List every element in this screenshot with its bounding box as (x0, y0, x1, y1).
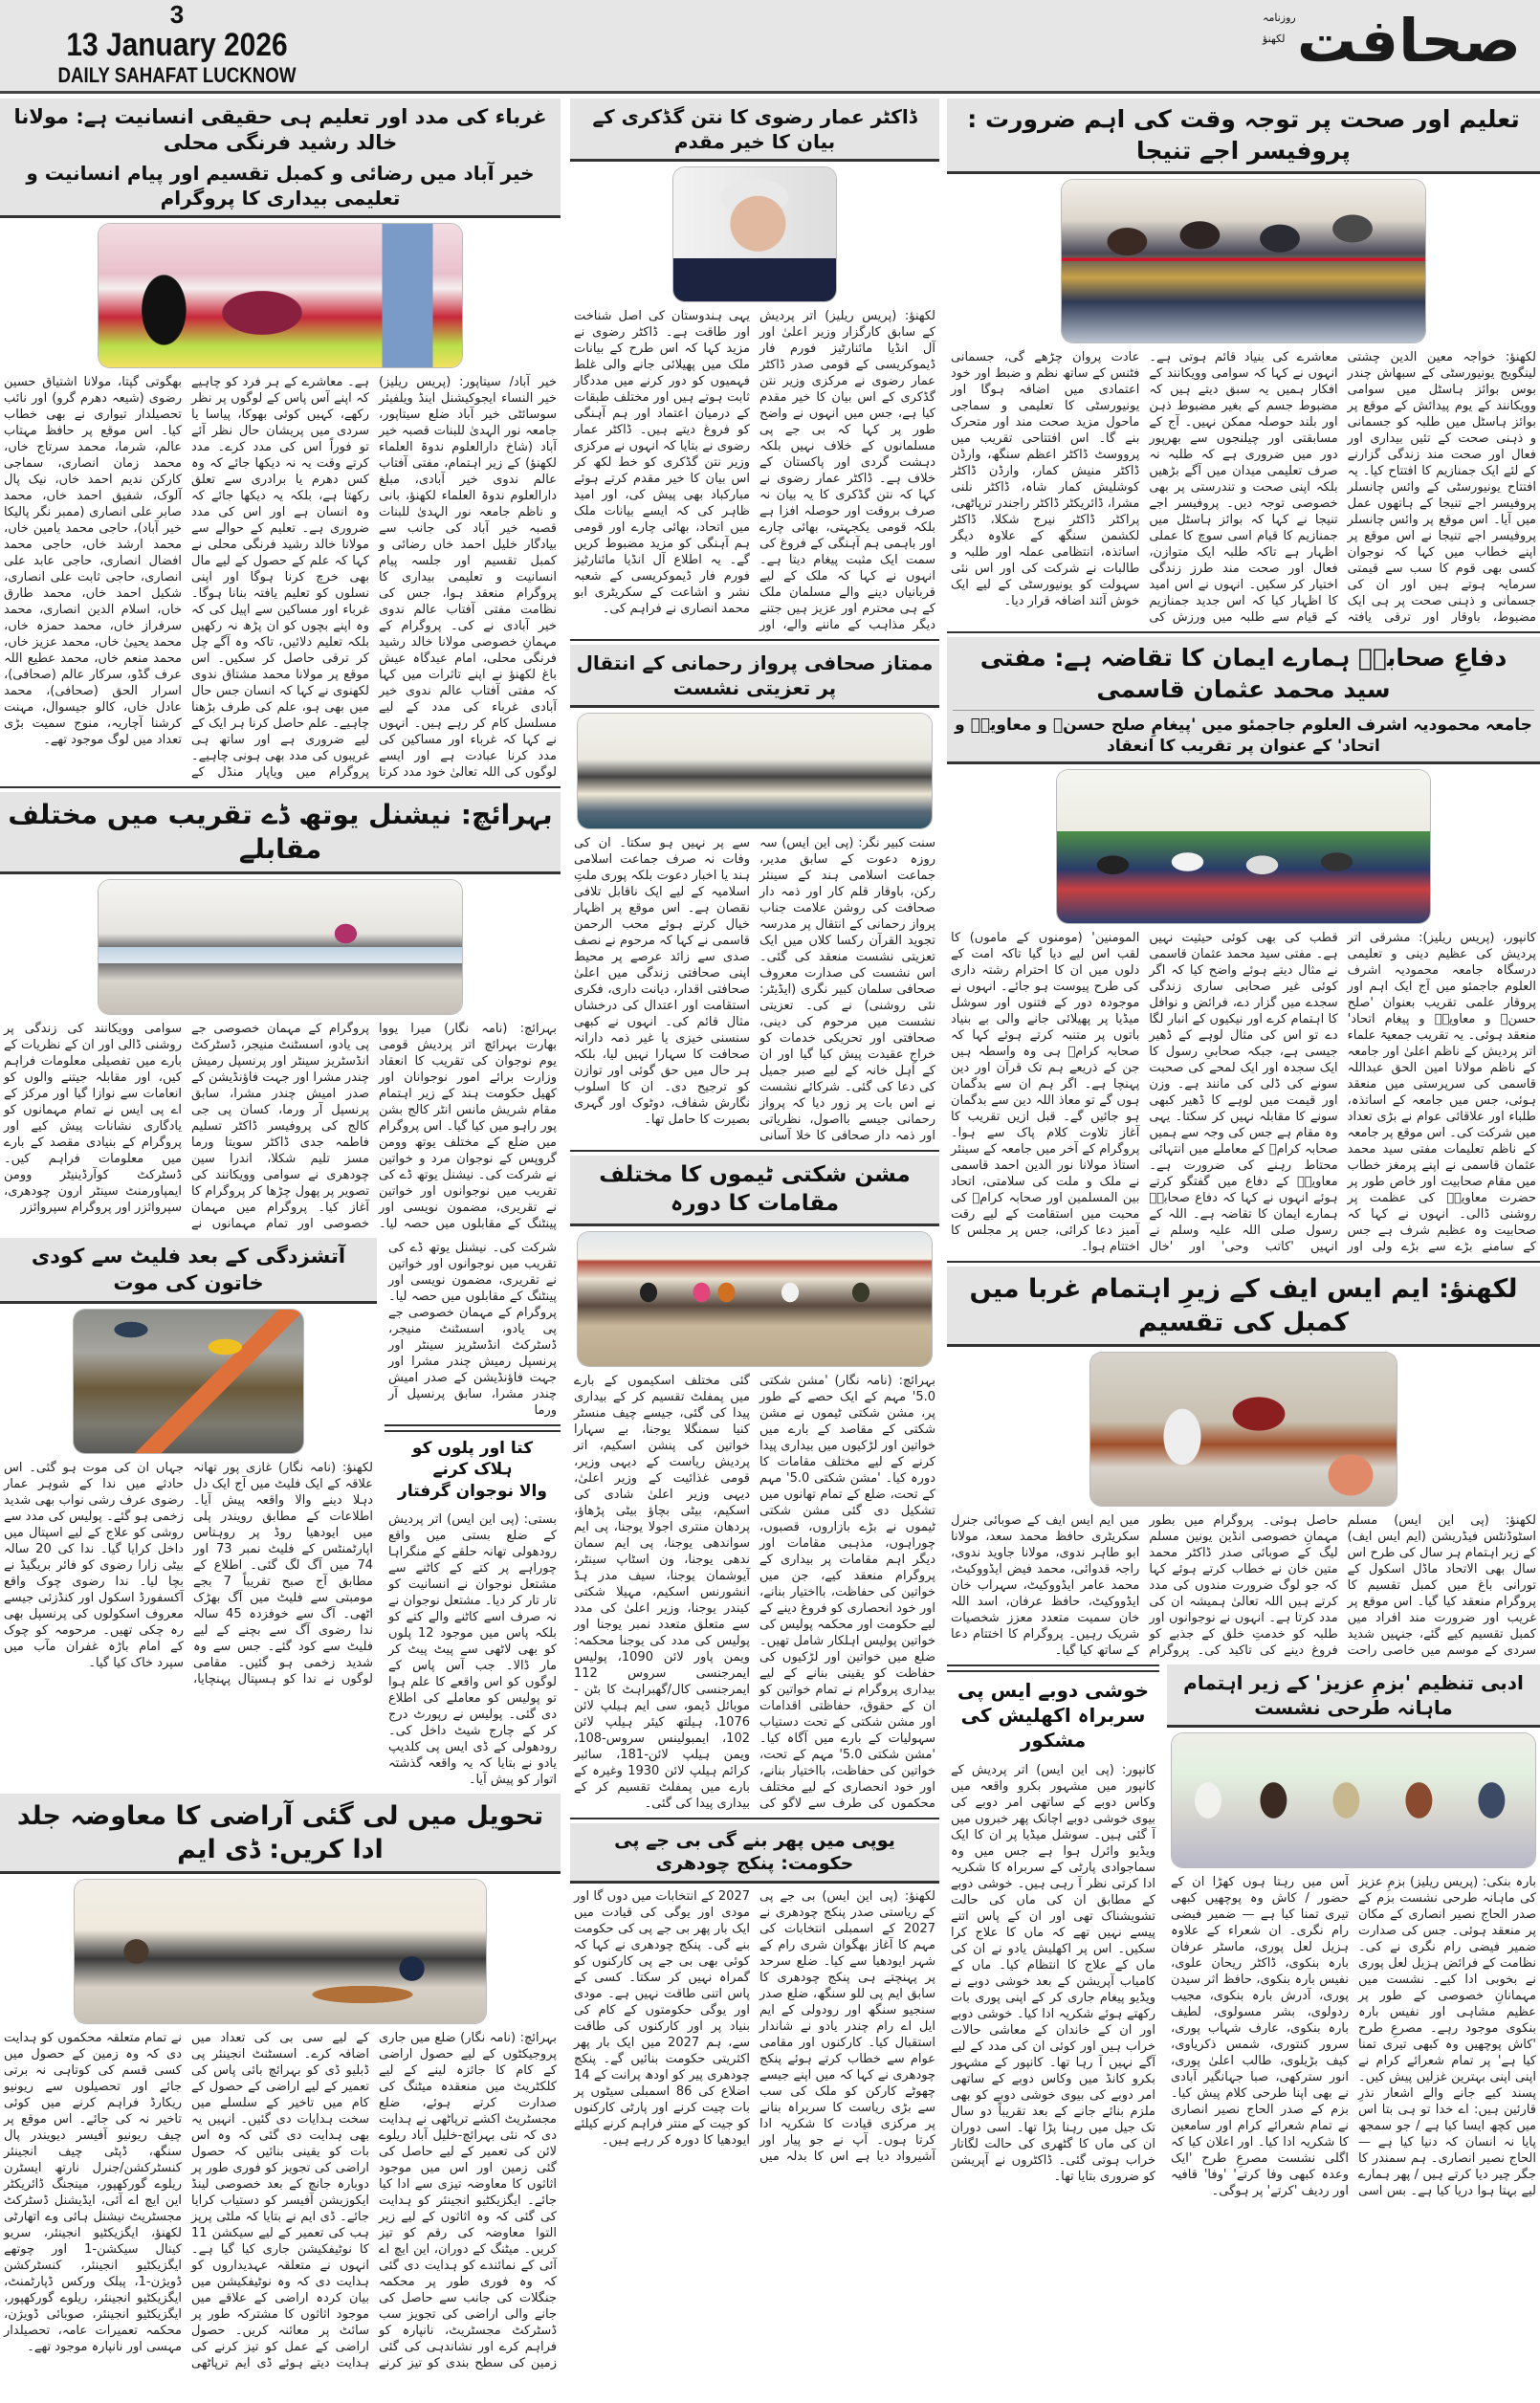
article-headline (947, 637, 1540, 764)
article-body: شرکت کی۔ نیشنل یوتھ ڈے کی تقریب میں نوجوانوں اور خواتین نے تقریری، مضمون نویسی اور پینٹنگ کے مقابلوں میں حصہ لیا۔ پروگرام کے مہمان خصوصی جے پی یادو، اسسٹنٹ منیجر، ڈسٹرکٹ انڈسٹریز سینٹر اور پرنسپل رمیش چندر مشرا اور جہت فاؤنڈیشن کے صدر امیش چندر مشرا، سابق پرنسپل آر ورما (388, 1241, 557, 1419)
edition-name: DAILY SAHAFAT LUCKNOW (57, 63, 297, 87)
article-headline (0, 792, 561, 875)
photo-youth-day-event (99, 880, 462, 1014)
article-body: کانپور، (پریس ریلیز): مشرقی اتر پردیش کی عظیم دینی و تعلیمی درسگاہ جامعہ محمودیہ اشرف العلوم جاجمئو میں آج ایک اہم اور پروقار علمی تقریب بعنوان 'صلح حسنؓ و معاویہؓ و پیغام اتحاد' منعقد ہوئی۔ یہ تقریب جمعیۃ علماء اتر پردیش کے ناظم اعلیٰ اور جامعہ کے ناظم مولانا امین الحق عبداللہ قاسمی کی سرپرستی میں منعقد ہوئی، جس میں جامعہ کے اساتذہ، طلباء اور علاقائی عوام نے بڑی تعداد میں شرکت کی۔ اس موقع پر جامعہ کے ناظم تعلیمات مفتی سید محمد عثمان قاسمی نے اپنے پرمغز خطاب میں مقام صحابیت اور خاص طور پر حضرت معاویہؓ کی عظمت پر روشنی ڈالی۔ انہوں نے کہا کہ صحابیت وہ عظیم شرف ہے جس کے سامنے بڑے سے بڑے ولی اور قطب کی بھی کوئی حیثیت نہیں ہے۔ مفتی سید محمد عثمان قاسمی نے مثال دیتے ہوئے واضح کیا کہ اگر کوئی غیر صحابی ساری زندگی سجدے میں گزار دے، فرائض و نوافل کا اہتمام کرے اور نیکیوں کے انبار لگا دے تو اس کی مثال لوہے کے ڈھیر جیسی ہے، جبکہ صحابیِ رسول کا ایک سجدہ اور ایک لمحے کی صحبت سونے کی ڈلی کی مانند ہے۔ وزن اور قیمت میں لوہے کا ڈھیر کبھی سونے کا مقابلہ نہیں کر سکتا۔ یہی وہ مقام ہے جس کی وجہ سے ہمیں صحابہ کرامؓ کے معاملے میں انتہائی محتاط رہنے کی ضرورت ہے۔ معاویہؓ کے دفاع میں گفتگو کرتے ہوئے انہوں نے کہا کہ دفاع صحابہؓ ہمارے ایمان کا تقاضہ ہے۔ اللہ کے رسول صلی اللہ علیہ وسلم نے انہیں 'کاتب وحی' اور 'خال المومنین' (مومنوں کے ماموں) کا لقب اس لیے دیا گیا تاکہ امت کے دلوں میں ان کا احترام رشتہ داری کی طرح پیوست ہو جائے۔ انہوں نے موجودہ دور کے فتنوں اور سوشل میڈیا پر پھیلائی جانے والی بے بنیاد باتوں پر متنبہ کرتے ہوئے کہا کہ صحابہ کرامؓ ہی وہ واسطہ ہیں جن کے ذریعے ہم تک قرآن اور دین پہنچا ہے۔ اگر ہم ان سے بدگمان ہوں گے تو معاذ اللہ دین سے بدگمان ہو جائیں گے۔ قبل ازیں تقریب کا آغاز تلاوت کلام پاک سے ہوا۔ پروگرام کے آخر میں جامعہ کے سینئر استاذ مولانا نور الدین احمد قاسمی نے ملک و ملت کی سلامتی، اتحاد بین المسلمین اور صحابہ کرامؓ کی محبت میں استقامت کے لیے رقت آمیز دعا کرائی، جس پر مجلس کا اختتام ہوا۔ (951, 931, 1536, 1255)
article-body: بہرائچ: (نامہ نگار) ضلع میں جاری پروجیکٹوں کے لیے حصول اراضی کے کام کا جائزہ لینے کے لیے کلکٹریٹ میں منعقدہ میٹنگ کی صدارت کرتے ہوئے، ضلع مجسٹریٹ اکشے ترپاٹھی نے ہدایت دی کہ نئی بہرائچ-خلیل آباد ریلوے لائن کی تعمیر کے لیے حاصل کی گئی زمین اور اس میں موجود اثاثوں کا معاوضہ تیزی سے ادا کیا جائے۔ ایگزیکٹیو انجینئر کو ہدایت کی گئی کہ وہ اثاثوں کے لیے زیر التوا معاوضہ کی رقم کو تیز کریں۔ میٹنگ کے دوران، این ایچ اے آئی کے نمائندے کو ہدایت دی گئی کہ وہ فوری طور پر محکمہ جنگلات کی جانب سے حاصل کی جانے والی اراضی کی تجویز سب ڈسٹرکٹ مجسٹریٹ، نانپارہ کو فراہم کرے اور نشاندہی کی گئی زمین کی سطح بندی کو تیز کرنے کے لیے سی بی کی تعداد میں اضافہ کرے۔ اسسٹنٹ انجینئر پی ڈبلیو ڈی کو بہرائچ بائی پاس کی تعمیر کے لیے اراضی کے حصول کے کام میں تاخیر کے سلسلے میں سخت ہدایات دی گئیں۔ انہیں یہ بھی ہدایت دی گئی کہ وہ اس بات کو یقینی بنائیں کہ حصول اراضی کی تجویز کو فوری طور پر دوبارہ جانچ کے بعد خصوصی لینڈ ایکوزیشن آفیسر کو دستیاب کرایا جائے۔ ڈی ایم نے بتایا کہ ملٹی پرپز ہب کی تعمیر کے لیے سیکشن 11 کا نوٹیفکیشن جاری کیا گیا ہے۔ انہوں نے متعلقہ عہدیداروں کو ہدایت دی کہ وہ نوٹیفکیشن میں بیان کردہ اراضی کے علاقے میں موجود اثاثوں کا مشترکہ طور پر سائٹ پر معائنہ کریں۔ حصول اراضی کے عمل کو تیز کرنے کی ہدایت دیتے ہوئے ڈی ایم ترپاٹھی نے تمام متعلقہ محکموں کو ہدایت دی کہ وہ زمین کے حصول میں کسی قسم کی کوتاہی نہ برتی جائے اور تحصیلوں سے ریونیو ریکارڈ فراہم کرنے میں کوئی تاخیر نہ کی جائے۔ اس موقع پر چیف ریونیو آفیسر دیویندر پال سنگھ، ڈپٹی چیف انجینئر کنسٹرکشن/جنرل نارتھ ایسٹرن ریلوے گورکھپور، مینجنگ ڈائریکٹر این ایچ اے آئی، ایڈیشنل ڈسٹرکٹ مجسٹریٹ نیشنل ہائی وے اتھارٹی لکھنؤ، ایگزیکٹیو انجینئر، سریو کینال سیکشن-1 اور چوتھے ایگزیکٹیو انجینئر، کنسٹرکشن ڈویژن-1، پبلک ورکس ڈپارٹمنٹ، ایگزیکٹیو انجینئر، ریلوے گورکھپور، ایگزیکٹیو انجینئر، صوبائی ڈویژن، محکمہ تعمیرات عامہ، تحصیلدار مہسی اور نانپارہ موجود تھے۔ (4, 2030, 557, 2370)
photo-condolence-meeting (578, 714, 932, 828)
masthead-dateline (19, 0, 335, 86)
article-headline (570, 1823, 939, 1884)
headline-text: یوپی میں پھر بنے گی بی جے پی حکومت: پنکج چودھری (614, 1829, 895, 1875)
headline-text: غرباء کی مدد اور تعلیم ہی حقیقی انسانیت ہے: مولانا خالد رشید فرنگی محلی (13, 105, 547, 155)
article-khalid-rasheed (0, 99, 561, 781)
subheadline-text: خیر آباد میں رضائی و کمبل تقسیم اور پیام انسانیت و تعلیمی بیداری کا پروگرام (26, 161, 535, 209)
headline-text: مشن شکتی ٹیموں کا مختلف مقامات کا دورہ (599, 1162, 911, 1216)
subheadline-text: جامعہ محمودیہ اشرف العلوم جاجمئو میں 'پیغامِ صلح حسنؓ و معاویہؓ و اتحاد' کے عنوان پر تقریب کا انعقاد (953, 710, 1534, 757)
left-middle-row (0, 1238, 561, 1787)
headline-text: ادبی تنظیم 'بزمِ عزیز' کے زیر اہتمام ماہانہ طرحی نشست (1183, 1671, 1524, 1720)
article-land-compensation (0, 1794, 561, 2371)
photo-blanket-program-khairabad (99, 224, 462, 367)
page-column-middle (570, 99, 939, 2165)
article-body: لکھنؤ: (نامہ نگار) غازی پور تھانہ علاقہ کے ایک فلیٹ میں آج ایک دل دہلا دینے والا واقعہ پیش آیا۔ اطلاعات کے مطابق رویندر پلی میں ایودھیا روڈ پر روہتاس اپارٹمنٹس کے فلیٹ نمبر 73 اور 74 میں آگ لگ گئی۔ اطلاع کے مطابق آج صبح تقریباً 7 بجے مومبتی سے فلیٹ میں آگ بھڑک اٹھی۔ آگ سے خوفزدہ 45 سالہ ندا رضوی آگ سے بچنے کے لیے فلیٹ سے کود گئے۔ جس سے وہ شدید زخمی ہو گئیں۔ مقامی لوگوں نے ندا کو ہسپتال پہنچایا، جہاں ان کی موت ہو گئی۔ اس حادثے میں ندا کے شوہر عمار رضوی عرف رشی نواب بھی شدید زخمی ہو گئے۔ پولیس کی مدد سے روشی کو علاج کے لیے اسپتال میں داخل کرایا گیا۔ ندا کی 20 سالہ بیٹی زارا رضوی کو فائر بریگیڈ نے بچا لیا۔ ندا رضوی چوک واقع آکسفورڈ اسکول اور کنڈزئی جیسے معروف اسکولوں کی پرنسپل بھی رہ چکی تھیں۔ مرحومہ کو چوک کے امام باڑہ غفران مآب میں سپرد خاک کیا گیا۔ (4, 1460, 373, 1687)
page-column-left (0, 99, 561, 2371)
article-bahraich-youth-day (0, 786, 561, 1233)
article-body: لکھنؤ: خواجہ معین الدین چشتی لینگویج یونیورسٹی کے سبھاش چندر بوس بوائز ہاسٹل میں سوامی وویکانند کے یوم پیدائش کے موقع پر بوائز ہاسٹل میں طلبہ کو جسمانی و ذہنی صحت کے تئیں بیداری اور فعال اور صحت مند زندگی گزارنے کے لئے ایک جمنازیم کا افتتاح کیا۔ یہ افتتاح یونیورسٹی کے وائس چانسلر پروفیسر اجے تنیجا کے ہاتھوں عمل میں آیا۔ اس موقع پر وائس چانسلر پروفیسر اجے تنیجا نے اس موقع پر اپنے خطاب میں کہا کہ نوجوان کسی بھی قوم کا سب سے قیمتی سرمایہ ہوتے ہیں اور ان کی جسمانی و ذہنی صحت پر ہی ایک مضبوط، باوقار اور ترقی یافتہ معاشرے کی بنیاد قائم ہوتی ہے۔ انہوں نے کہا کہ سوامی وویکانند کے افکار ہمیں یہ سبق دیتے ہیں کہ مضبوط جسم کے بغیر مضبوط ذہن اور بلند حوصلہ ممکن نہیں۔ آج کے مسابقتی اور چیلنجوں سے بھرپور دور میں ضروری ہے کہ طلبہ نہ صرف تعلیمی میدان میں آگے بڑھیں بلکہ اپنی صحت و تندرستی پر بھی خصوصی توجہ دیں۔ پروفیسر اجے تنیجا نے کہا کہ بوائز ہاسٹل میں جمنازیم کا قیام اسی سوچ کا عملی اظہار ہے تاکہ طلبہ ایک متوازن، فعال اور صحت مند طرز زندگی اختیار کر سکیں۔ انہوں نے اس امید کا اظہار کیا کہ اس جدید جمنازیم کے قیام سے طلبہ میں ورزش کی عادت پروان چڑھے گی، جسمانی فٹنس کے ساتھ نظم و ضبط اور خود اعتمادی میں اضافہ ہوگا اور یونیورسٹی کا تعلیمی و سماجی ماحول مزید صحت مند اور متحرک بنے گا۔ اس افتتاحی تقریب میں پرووسٹ ڈاکٹر اعظم سنگھ، وارڈن ڈاکٹر منیش کمار، وارڈن ڈاکٹر کوشلیش کمار شاہ، ڈاکٹر نلنی مشرا، ڈائریکٹر ڈاکٹر راجندر ترپاٹھی، پراکٹر ڈاکٹر نیرج شکلا، ڈاکٹر لکشمن سنگھ کے علاوہ دیگر اساتذہ، انتظامی عملہ اور طلبہ و طالبات نے شرکت کی اور اس نئی سہولت کو یونیورسٹی کے لیے ایک خوش آئند اضافہ قرار دیا۔ (951, 350, 1536, 625)
article-headline (570, 645, 939, 708)
article-body: بہرائچ: (نامہ نگار) 'مشن شکتی 5.0' مہم کے ایک حصے کے طور پر، مشن شکتی ٹیموں نے مشن شکتی کے مقاصد کے بارے میں خواتین اور لڑکیوں میں بیداری پیدا کرنے کے لیے مختلف مقامات کا دورہ کیا۔ 'مشن شکتی 5.0' مہم کے تحت، ضلع کے تمام تھانوں میں تشکیل دی گئی مشن شکتی ٹیموں نے بڑے بازاروں، قصبوں، چوراہوں، مذہبی مقامات اور دیگر اہم مقامات پر بیداری کے پروگرام منعقد کیے، جن میں خواتین کی حفاظت، بااختیار بنانے، اور خود انحصاری کو فروغ دینے کے لیے حکومت اور محکمہ پولیس کی خواتین پولیس اہلکار شامل تھیں۔ ضلع میں خواتین اور لڑکیوں کی حفاظت کو یقینی بنانے کے لیے بیداری پروگرام نے تمام خواتین کو ان کے حقوق، حفاظتی اقدامات اور مشن شکتی کے تحت دستیاب سہولیات کے بارے میں آگاہ کیا۔ 'مشن شکتی 5.0' مہم کے تحت، خواتین کی حفاظت، بااختیار بنانے، اور خود انحصاری کے لیے مختلف محکموں کی طرف سے لاگو کی گئی مختلف اسکیموں کے بارے میں پمفلٹ تقسیم کر کے بیداری پیدا کی گئی، جیسے چیف منسٹر کنیا سمنگلا یوجنا، بے سہارا خواتین کی پنشن اسکیم، اتر پردیش ریاست کے دیہی وزیر، قومی غذائیت کے وزیر اعلیٰ، دیہی وزیر اعلیٰ شادی کی اسکیم، بیٹی بچاؤ بیٹی پڑھاؤ، پردھان منتری اجولا یوجنا، پی ایم سواندھی یوجنا، پی ایم سمان ندھی یوجنا، ون اسٹاپ سینٹر، آیوشمان یوجنا، سیف مدر ہڈ انشورنس اسکیم، مہیلا شکتی کیندر یوجنا، وزیر اعلیٰ کی مدد سے متعلق متعدد نمبر یوجنا اور پولیس کی مدد کی یوجنا محکمہ: ویمن پاور لائن 1090، پولیس ایمرجنسی سروس 112 ایمرجنسی کال/گھبراہٹ کا بٹن - موبائل ڈیمو، سی ایم ہیلپ لائن 1076، ہیلتھ کیئر ہیلپ لائن 102، ایمبولینس سروس-108، ویمن ہیلپ لائن-181، سائبر کرائم ہیلپ لائن 1930 وغیرہ کے بارے میں پمفلٹ تقسیم کر کے بیداری پیدا کی گئی۔ (574, 1373, 935, 1811)
headline-text: ممتاز صحافی پرواز رحمانی کے انتقال پر تعزیتی نشست (576, 651, 934, 699)
right-bottom-row (947, 1664, 1540, 2199)
headline-text: کتا اور پلوں کو ہلاک کرنے (411, 1439, 534, 1480)
photo-jamia-gathering (1057, 770, 1430, 923)
headline-text: لکھنؤ: ایم ایس ایف کے زیرِ اہتمام غربا میں کمبل کی تقسیم (969, 1274, 1518, 1338)
article-body: خیر آباد/ سیتاپور: (پریس ریلیز) خیر النساء ایجوکیشنل اینڈ ویلفیئر سوسائٹی خیر آباد ضلع سیتاپور، جامعہ نور الہدیٰ للبنات قصبہ خیر آباد (شاخ دارالعلوم ندوۃ العلماء لکھنؤ) کے زیر اہتمام، مفتی آفتاب عالم ندوی خیر آبادی، مبلغ دارالعلوم ندوۃ العلماء لکھنؤ، بانی و ناظم جامعہ نور الہدیٰ للبنات قصبہ خیر آباد کی جانب سے بیادگار خلیل احمد خاں رضائی و کمبل تقسیم اور جلسہ پیام انسانیت و تعلیمی بیداری کا پروگرام منعقد ہوا، جس کی نظامت مفتی آفتاب عالم ندوی خیر آبادی نے کی۔ پروگرام کے مہمانِ خصوصی مولانا خالد رشید فرنگی محلی، امام عیدگاہ عیش باغ لکھنؤ نے اپنے تاثرات میں کہا کہ مفتی آفتاب عالم ندوی خیر آبادی غرباء کی مدد کے لیے مسلسل کام کر رہے ہیں۔ انہوں نے کہا کہ غرباء اور مساکین کی مدد کرنا عبادت ہے اور ایسے لوگوں کی اللہ تعالیٰ خود مدد کرتا ہے۔ معاشرے کے ہر فرد کو چاہیے کہ اپنے آس پاس کے لوگوں پر نظر رکھے، کہیں کوئی بھوکا، پیاسا یا سردی میں پریشان حال نظر آئے تو فوراً اس کی مدد کرے۔ مدد کرتے وقت یہ نہ دیکھا جائے کہ وہ کس دھرم یا برادری سے تعلق رکھتا ہے، بلکہ یہ دیکھا جائے کہ وہ انسان ہے اور اس کی مدد ضروری ہے۔ تعلیم کے حوالے سے مولانا خالد رشید فرنگی محلی نے کہا کہ علم کے حصول کے لیے مال بھی خرچ کرنا ہوگا اور اپنی نسلوں کو تعلیم یافتہ بنانا ہوگا۔ غرباء اور مساکین سے اپیل کی کہ وہ اپنے بچوں کو ان پڑھ نہ رکھیں بلکہ تعلیم دلائیں، تاکہ وہ آگے چل کر ترقی حاصل کر سکیں۔ اس موقع پر مولانا محمد مشتاق ندوی لکھنوی نے کہا کہ انسان جس حال میں بھی ہو، علم کی طرف بڑھنا چاہیے۔ علم حاصل کرنا ہر ایک کے لیے ضروری ہے اور ساتھ ہی غریبوں کی مدد بھی ہونی چاہیے۔ پروگرام میں ویاپار منڈل کے بھگوتی گپتا، مولانا اشتیاق حسین رضوی (شیعہ دھرم گرو) اور نائب تحصیلدار تیواری نے بھی خطاب کیا۔ اس موقع پر حافظ مہتاب عالم، شرما، محمد سرتاج خاں، محمد زمان انصاری، سماجی کارکن ندیم احمد خاں، نیک پال آلوک، شفیق احمد خاں، محمد صابر علی انصاری (ممبر نگر پالیکا خیر آباد)، حاجی محمد یامین خاں، محمد ارشد خاں، حاجی محمد افضال انصاری، حاجی عابد علی انصاری، حاجی ثابت علی انصاری، شکیل احمد خاں، محمد طارق خاں، اسلام الدین انصاری، محمد سرفراز خاں، محمد حمزہ خاں، محمد یحییٰ خاں، محمد عزیز خاں، محمد منعم خاں، محمد عطیع اللہ عرف گڈو، سرکار عالم (صحافی)، اسرار الحق (صحافی)، محمد عادل خاں، کالو جیسوال، مہنت کرشنا آچاریہ، منوج سمیت بڑی تعداد میں لوگ موجود تھے۔ (4, 374, 557, 780)
issue-date: 13 January 2026 (66, 27, 288, 63)
article-mission-shakti (570, 1150, 939, 1812)
logo-daily-label: روزنامہ (1263, 11, 1296, 24)
headline-text: سربراہ اکھلیش کی مشکور (960, 1704, 1146, 1753)
article-fire-death (0, 1238, 377, 1687)
article-bahraich-continued (385, 1238, 561, 1419)
photo-dm-meeting (75, 1880, 486, 2023)
article-headline (0, 1794, 561, 1874)
article-body: سنت کبیر نگر: (پی این ایس) سہ روزہ دعوت کے سابق مدیر، جماعت اسلامی ہند کے سینئر رکن، باوقار قلم کار اور ذمہ دار صحافت کی روشن علامت جناب پرواز رحمانی کے انتقال پر مدرسہ تجوید القرآن رکسا کلاں میں ایک تعزیتی نشست منعقد کی گئی۔ اس نشست کی صدارت معروف صحافی سلمان کبیر نگری (ایڈیٹر: نئی روشنی) نے کی۔ تعزیتی نشست میں مرحوم کی دینی، صحافتی اور تحریکی خدمات کو خراجِ عقیدت پیش کیا گیا اور ان کے اہل خانہ کے لیے صبر جمیل کی دعا کی گئی۔ شرکائے نشست نے اس بات پر زور دیا کہ پرواز رحمانی جیسے بااصول، نظریاتی اور ذمہ دار صحافی کا خلا آسانی سے پر نہیں ہو سکتا۔ ان کی وفات نہ صرف جماعت اسلامی ہند یا اخبار دعوت بلکہ پوری ملتِ اسلامیہ کے لیے ایک ناقابل تلافی نقصان ہے۔ اس موقع پر اظہار خیال کرتے ہوئے محب الرحمن قاسمی نے کہا کہ مرحوم نے نصف صدی سے زائد عرصے پر محیط اپنی صحافتی زندگی میں اعلیٰ صحافتی اقدار، دیانت داری، فکری استقامت اور اعتدال کی درخشاں مثال قائم کی۔ انہوں نے کبھی سنسنی خیزی یا غیر ذمہ دارانہ صحافت کا سہارا نہیں لیا، بلکہ ہر حال میں حق گوئی اور توازن کو ترجیح دی۔ ان کا اسلوب نگارش شفاف، دوٹوک اور گہری بصیرت کا حامل تھا۔ (574, 836, 935, 1143)
headline-text: آتشزدگی کے بعد فلیٹ سے کودی خاتون کی موت (31, 1245, 346, 1294)
logo-city-label: لکھنؤ (1263, 33, 1286, 45)
article-tanija (947, 99, 1540, 626)
article-body: لکھنؤ: (پی این ایس) مسلم اسٹوڈنٹس فیڈریشن (ایم ایس ایف) کے زیر اہتمام ہر سال کی طرح اس سال بھی الاتحاد ماڈل اسکول کے تورانی باغ میں کمبل تقسیم کا پروگرام منعقد کیا گیا۔ اس موقع پر غریب اور ضرورت مند افراد میں کمبل تقسیم کیے گئے، جنہیں شدید سردی کے موسم میں خاصی راحت حاصل ہوئی۔ پروگرام میں بطور مہمانِ خصوصی انڈین یونین مسلم لیگ کے صوبائی صدر ڈاکٹر محمد متین خان نے خطاب کرتے ہوئے کہا کہ جو لوگ ضرورت مندوں کی مدد کرتے ہیں اللہ تعالیٰ ہمیشہ ان کی مدد کرتا ہے۔ انہوں نے نوجوانوں اور طلبہ کو خدمتِ خلق کے جذبے کو فروغ دینے کی تاکید کی۔ پروگرام میں ایم ایس ایف کے صوبائی جنرل سکریٹری حافظ محمد سعد، مولانا ابو طاہر ندوی، مولانا جاوید ندوی، راجہ قدوائی، محمد فیض ایڈووکیٹ، محمد عامر ایڈووکیٹ، سہراب خان ایڈووکیٹ، حافظ عرفان، اسد اللہ خان سمیت متعدد معزز شخصیات شریک رہیں۔ پروگرام کا اختتام دعا کے ساتھ کیا گیا۔ (951, 1513, 1536, 1659)
headline-text: والا نوجوان گرفتار (398, 1481, 547, 1501)
article-headline (947, 1670, 1159, 1757)
headline-text: تحویل میں لی گئی آراضی کا معاوضہ جلد ادا کریں: ڈی ایم (16, 1800, 544, 1864)
newspaper-logo (1263, 4, 1521, 86)
masthead (0, 0, 1540, 91)
page-column-right (947, 99, 1540, 2199)
article-body: لکھنؤ: (پریس ریلیز) اتر پردیش کے سابق کارگزار وزیر اعلیٰ اور آل انڈیا مائنارٹیز فورم فار ڈیموکریسی کے قومی صدر ڈاکٹر عمار رضوی نے مرکزی وزیر نتن گڈکری کے اس بیان کا خیر مقدم کیا ہے، جس میں انہوں نے واضح طور پر کہا کہ بی جے پی مسلمانوں کے خلاف نہیں بلکہ دہشت گردی اور پاکستان کے خلاف ہے۔ ڈاکٹر عمار رضوی نے کہا کہ نتن گڈکری کا یہ بیان نہ صرف بروقت اور حوصلہ افزا ہے بلکہ قومی یکجہتی، بھائی چارے اور باہمی ہم آہنگی کے فروغ کی سمت ایک مثبت پیغام دیتا ہے۔ انہوں نے کہا کہ ملک کے لیے قربانیاں دینے والے مسلمان ملک کے ہی محترم اور عزیز ہیں جتنے دیگر مذاہب کے ماننے والے، اور یہی ہندوستان کی اصل شناخت اور طاقت ہے۔ ڈاکٹر رضوی نے مزید کہا کہ اس طرح کے بیانات ملک میں پھیلائی جانے والی غلط فہمیوں کو دور کرنے میں مددگار ثابت ہوتے ہیں اور مختلف طبقات کے درمیان اعتماد اور ہم آہنگی کو فروغ دیتے ہیں۔ ڈاکٹر عمار رضوی نے بتایا کہ انہوں نے مرکزی وزیر نتن گڈکری کو خط لکھ کر اس بیان کا خیر مقدم کرتے ہوئے مبارکباد بھی پیش کی، اور امید ظاہر کی کہ ایسے بیانات ملک میں اتحاد، بھائی چارے اور قومی ہم آہنگی کو مزید مضبوط کریں گے۔ یہ اطلاع آل انڈیا مائنارٹیز فورم فار ڈیموکریسی کے شعبہ نشر و اشاعت کے سکریٹری ابو محمد انصاری نے فراہم کی۔ (574, 309, 935, 632)
article-headline (570, 1156, 939, 1226)
headline-text: تعلیم اور صحت پر توجہ وقت کی اہم ضرورت : پروفیسر اجے تنیجا (967, 105, 1520, 165)
article-parwaz-rahmani (570, 639, 939, 1144)
article-khushi-dubey (947, 1664, 1159, 2185)
page-number: 3 (169, 0, 185, 29)
logo-wordmark: صحافت (1296, 6, 1521, 76)
article-body: کانپور: (پی این ایس) اتر پردیش کے کانپور میں مشہور بکرو واقعہ میں وکاس دوبے کے ساتھی امر دوبے کی بیوی خوشی دوبے اچانک پھر خبروں میں آ گئی ہیں۔ سوشل میڈیا پر ان کا ایک ویڈیو وائرل ہوا ہے جس میں وہ سماجوادی پارٹی کے سربراہ کا شکریہ ادا کرتی نظر آ رہی ہیں۔ خوشی دوبے کے مطابق ان کی ماں کی حالت تشویشناک تھی اور ان کے پاس اتنے پیسے نہیں تھے کہ ماں کا علاج کرا سکیں۔ اس پر اکھلیش یادو نے ان کی ماں کے علاج کا انتظام کیا۔ ماں کے کامیاب آپریشن کے بعد خوشی دوبے نے ویڈیو پیغام جاری کر کے اپنی پوری بات رکھتے ہوئے شکریہ ادا کیا۔ خوشی دوبے اور ان کے خاندان کے معاشی حالات خراب ہیں اور کوئی ان کی مدد کے لیے آگے نہیں آ رہا تھا۔ کانپور کے مشہور بکرو کانڈ میں وکاس دوبے کے ساتھی امر دوبے کی بیوی خوشی دوبے کو بھی ملزم بنائے جانے کے بعد تقریباً دو سال تک جیل میں رہنا پڑا تھا۔ اسی دوران ان کی ماں کا گٹھری کی حالت لگاتار خراب ہوتی گئی۔ ڈاکٹروں نے آپریشن کو ضروری بتایا تھا۔ (951, 1763, 1155, 2185)
article-bazm-aziz (1167, 1664, 1540, 2199)
headline-text: خوشی دوبے ایس پی (957, 1679, 1150, 1703)
photo-poets-group (1172, 1733, 1535, 1867)
article-body: بستی: (پی این ایس) اتر پردیش کے ضلع بستی میں واقع رودھولی تھانہ حلقے کے منگراہا چوراہے پر کتے کے کاٹنے سے مشتعل نوجوان نے انسانیت کو تار تار کر دیا۔ مشتعل نوجوان نے نہ صرف اسے کاٹنے والے کتے کو بلکہ پاس میں موجود 12 پلوں کو بھی لاٹھی سے پیٹ پیٹ کر مار ڈالا۔ جب آس پاس کے لوگوں کو اس واقعے کا علم ہوا تو پولیس کو معاملے کی اطلاع دی گئی۔ پولیس نے رپورٹ درج کر کے چارج شیٹ داخل کی۔ رودھولی کے ڈی ایس پی کلدیپ یادو نے بتایا کہ یہ واقعہ گذشتہ اتوار کو پیش آیا۔ (388, 1511, 557, 1787)
photo-blanket-distribution (1090, 1353, 1397, 1506)
photo-gym-inauguration (1062, 180, 1425, 342)
article-headline (947, 1267, 1540, 1347)
article-headline (947, 99, 1540, 174)
masthead-divider (0, 91, 1540, 94)
photo-firefighters (74, 1310, 303, 1453)
photo-ammar-rizvi-portrait (673, 167, 836, 301)
article-headline (570, 99, 939, 162)
article-headline (0, 99, 561, 218)
article-up-bjp (570, 1818, 939, 2165)
photo-mission-shakti-team (578, 1232, 932, 1366)
article-headline (0, 1238, 377, 1304)
article-ammar-rizvi (570, 99, 939, 633)
article-body: بہرائچ: (نامہ نگار) میرا یووا بھارت بہرائچ اتر پردیش قومی یوم نوجوان کی تقریب کا انعقاد وزارت برائے امور نوجوانان اور کھیل حکومت ہند کے زیر اہتمام مقام شریش مانس انٹر کالج بشن پور راہو میں کیا گیا۔ اس پروگرام میں ضلع کے مختلف یوتھ وومن گروپس کے نوجوان مرد و خواتین نے شرکت کی۔ نیشنل یوتھ ڈے کی تقریب میں نوجوانوں اور خواتین نے تقریری، مضمون نویسی اور پینٹنگ کے مقابلوں میں حصہ لیا۔ پروگرام کے مہمان خصوصی جے پی یادو، اسسٹنٹ منیجر، ڈسٹرکٹ انڈسٹریز سینٹر اور پرنسپل رمیش چندر مشرا اور جہت فاؤنڈیشن کے صدر امیش چندر مشرا، سابق پرنسپل آر ورما، کسان پی جی کالج کی پروفیسر ڈاکٹر تسلیم فاطمہ جدی ڈاکٹر سویتا ورما مسز تلیم شکلا، اندرا سین چودھری نے سوامی وویکانند کی تصویر پر پھول چڑھا کر پروگرام کا آغاز کیا۔ پروگرام میں مہمان خصوصی اور تمام مہمانوں نے سوامی وویکانند کی زندگی پر روشنی ڈالی اور ان کے نظریات کے بارے میں تفصیلی معلومات فراہم کیں، اور مقابلہ جیتنے والوں کو انعامات سے نوازا گیا اور مرکز کے اے پی ایس نے تمام مہمانوں کو یادگاری نشانات پیش کیے اور پروگرام کے بنیادی مقصد کے بارے میں معلومات فراہم کیں۔ ڈسٹرکٹ کوآرڈینیٹر وومن ایمپاورمنٹ سینٹر ارون چودھری، سپروائزر اور پروگرام سپروائزر (4, 1022, 557, 1232)
headline-text: ڈاکٹر عمار رضوی کا نتن گڈکری کے بیان کا خیر مقدم (592, 105, 917, 153)
article-body: بارہ بنکی: (پریس ریلیز) بزمِ عزیز کی ماہانہ طرحی نشست بزم کے صدر الحاج نصیر انصاری کے مکان پر منعقد ہوئی۔ جس کی صدارت ضمیر فیضی رام نگری نے کی۔ نظامت کے فرائض ہزیل لعل پوری نے بخوبی ادا کیے۔ نشست میں مہمانانِ خصوصی کے طور پر عظیم مشاہی اور نفیس بارہ بنکوی موجود رہے۔ مصرعِ طرح 'کاش پوچھیں وہ کبھی تیری تمنا کیا ہے' پر تمام شعرائے کرام نے اپنی اپنی بہترین غزلیں پیش کیں۔ پسند کیے جانے والے اشعار نذرِ قارئین ہیں: اے خدا تو ہی بتا اس میں کچھ ایسا کیا ہے / جو سمجھ پایا نہ انسان کہ دنیا کیا ہے — الحاج نصیر انصاری۔ ہم سمندر کا جگر چیر دیا کرتے ہیں / پھر ہمارے لیے بہتا ہوا دریا کیا ہے۔ بس اسی آس میں رہتا ہوں کھڑا ان کے حضور / کاش وہ پوچھیں کبھی تیری تمنا کیا ہے — ضمیر فیضی رام نگری۔ ان شعراء کے علاوہ ہزیل لعل پوری، ماسٹر عرفان بارہ بنکوی، ڈاکٹر ریحان علوی، نفیس بارہ بنکوی، حافظ اثر سیدن پوری، آدرش بارہ بنکوی، مجیب ردولوی، بشر مسولوی، لطیف بارہ بنکوی، عارف شہاب پوری، سرور کنتوری، شمس ذکریاوی، کیف بڑیلوی، طالب اعلیٰ پوری، انور سترکھی، صبا جہانگیر آبادی نے بھی اپنا طرحی کلام پیش کیا۔ بزم کے صدر الحاج نصیر انصاری نے تمام شعرائے کرام اور سامعین کا شکریہ ادا کیا۔ اور اعلان کیا کہ اگلی نشست مصرعِ طرح 'ایک وعدہ کبھی وفا کرتے' 'وفا' قافیہ اور ردیف 'کرتے' پر ہوگی۔ (1171, 1875, 1536, 2199)
article-body: لکھنؤ: (پی این ایس) بی جے پی کے ریاستی صدر پنکج چودھری نے 2027 کے اسمبلی انتخابات کی مہم کا آغاز بھگوان شری رام کے شہر ایودھیا سے کیا۔ ضلع سرحد پر پہنچتے ہی پنکج چودھری کا سابق ایم پی للو سنگھ، ضلع صدر سنجیو سنگھ اور رودولی کے ایم ایل اے رام چندر یادو نے شاندار استقبال کیا۔ کارکنوں اور مقامی عوام سے خطاب کرتے ہوئے پنکج چودھری نے کہا کہ میں اپنے جیسے چھوٹے کارکن کو ملک کی سب سے بڑی ریاست کا سربراہ بنانے پر مرکزی قیادت کا شکریہ ادا کرتا ہوں۔ آپ نے جو پیار اور آشیرواد دیا ہے اس کا بدلہ میں 2027 کے انتخابات میں دوں گا اور مودی اور یوگی کی قیادت میں ایک بار پھر بی جے پی کی حکومت بنے گی۔ پنکج چودھری نے کہا کہ کوئی بھی بی جے پی کارکنوں کو گمراہ نہیں کر سکتا۔ کسی کے پاس اتنی طاقت نہیں ہے۔ مودی اور یوگی حکومتوں کے کام کی بنیاد پر اور کارکنوں کی طاقت سے، ہم 2027 میں ایک بار پھر اکثریتی حکومت بنائیں گے۔ پنکج چودھری پیر کو اودھ پرانت کے 14 اضلاع کی 86 اسمبلی سیٹوں پر بات چیت کرنے اور پارٹی کارکنوں کو جیت کے منتر فراہم کرنے کیلئے ایودھیا کا دورہ کر رہے ہیں۔ (574, 1889, 935, 2165)
left-row-right-stack (385, 1238, 561, 1787)
article-headline (1167, 1664, 1540, 1728)
headline-text: دفاعِ صحابہؓ ہمارے ایمان کا تقاضہ ہے: مفتی سید محمد عثمان قاسمی (979, 644, 1507, 703)
article-dog-killer-arrested (385, 1424, 561, 1787)
article-msf-blankets (947, 1261, 1540, 1659)
article-headline (385, 1430, 561, 1506)
article-sahaba (947, 631, 1540, 1255)
headline-text: بہرائچ: نیشنل یوتھ ڈے تقریب میں مختلف مقابلے (8, 798, 553, 865)
